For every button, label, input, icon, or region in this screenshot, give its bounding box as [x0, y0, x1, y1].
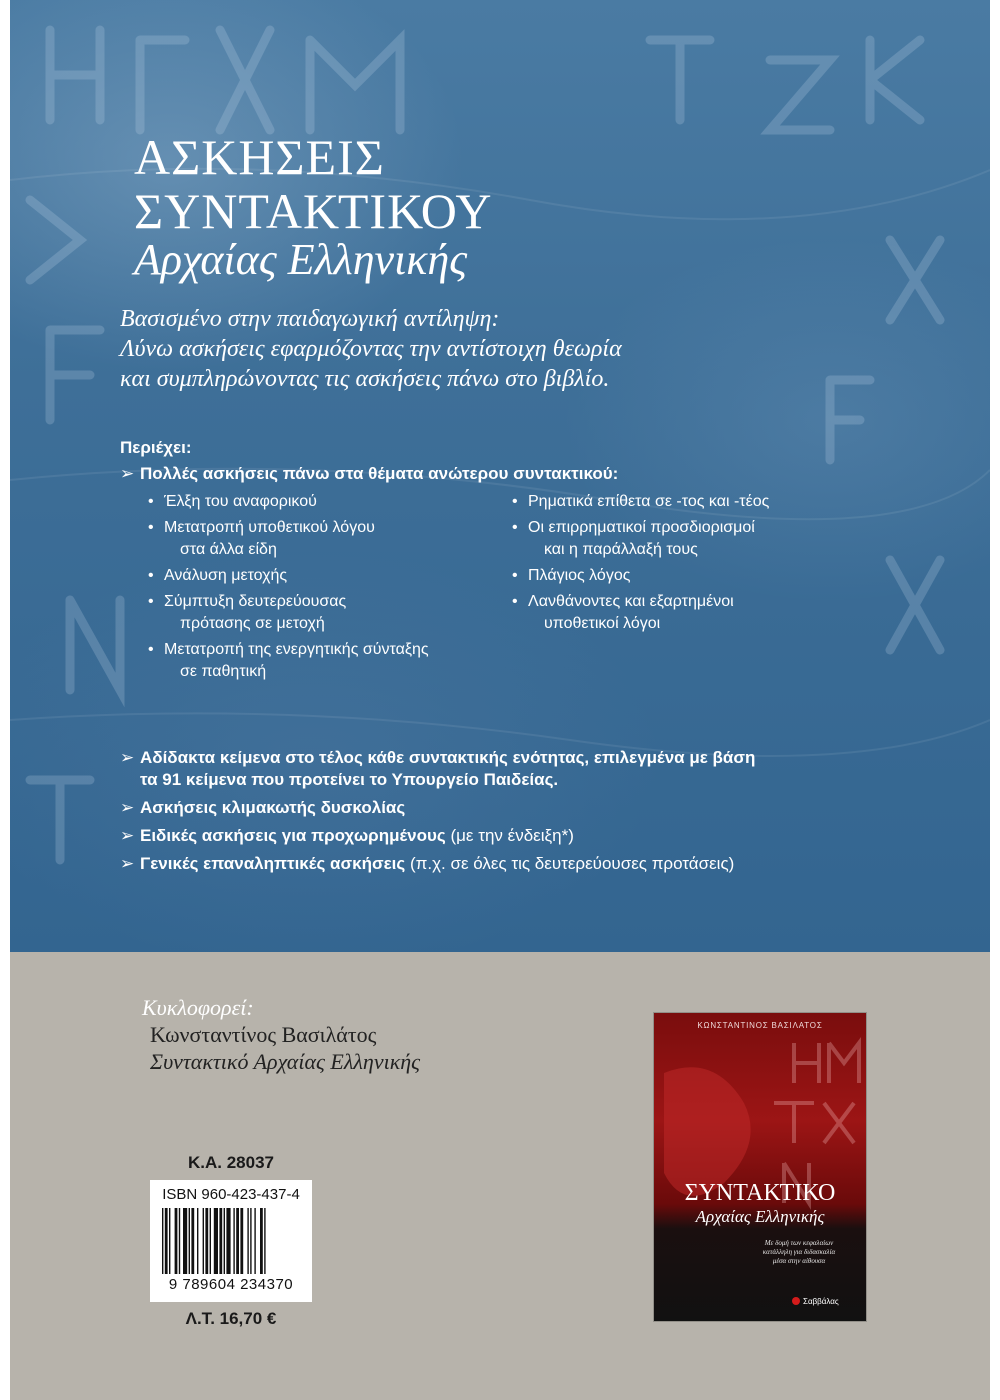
also-available [142, 994, 420, 1075]
list-item: • Μετατροπή της ενεργητικής σύνταξης σε παθητική [148, 641, 429, 680]
thumbnail-author: ΚΩΝΣΤΑΝΤΙΝΟΣ ΒΑΣΙΛΑΤΟΣ [697, 1021, 823, 1030]
list-item: • Ανάλυση μετοχής [148, 565, 518, 587]
barcode-icon [160, 1208, 302, 1274]
feature-note: (π.χ. σε όλες τις δευτερεύουσες προτάσεις) [409, 854, 735, 873]
intro-text [120, 304, 880, 394]
bullet-dot-icon: • [512, 593, 518, 610]
bullet-dot-icon: • [512, 567, 518, 584]
thumbnail-title: ΣΥΝΤΑΚΤΙΚΟ [684, 1180, 836, 1206]
title-line-1: ΑΣΚΗΣΕΙΣ [134, 129, 385, 185]
list-item: • Ρηματικά επίθετα σε -τος και -τέος [512, 491, 862, 513]
list-item: • Μετατροπή υποθετικού λόγου στα άλλα είδη [148, 519, 375, 558]
thumbnail-publisher: Σαββάλας [792, 1297, 839, 1306]
thumbnail-inscription [654, 1013, 866, 1321]
bullet-dot-icon: • [148, 493, 154, 510]
bullet-dot-icon: • [148, 593, 154, 610]
arrow-bullet-icon: ➢ [120, 854, 135, 873]
list-item: • Λανθάνοντες και εξαρτημένοι υποθετικοί λόγοι [512, 593, 734, 632]
title-line-2: ΣΥΝΤΑΚΤΙΚΟΥ [134, 183, 493, 239]
arrow-bullet-icon: ➢ [120, 748, 135, 767]
intro-line: και συμπληρώνοντας τις ασκήσεις πάνω στο βιβλίο. [120, 366, 610, 392]
topics-column-right [512, 491, 862, 639]
title-line-3: Αρχαίας Ελληνικής [134, 235, 468, 284]
arrow-bullet-icon: ➢ [120, 798, 135, 817]
bullet-dot-icon: • [148, 641, 154, 658]
feature-item: ➢ Αδίδακτα κείμενα στο τέλος κάθε συντακτικής ενότητας, επιλεγμένα με βάση τα 91 κείμενα που προτείνει το Υπουργείο Παιδείας. [120, 748, 756, 789]
bullet-dot-icon: • [512, 493, 518, 510]
also-available-author: Κωνσταντίνος Βασιλάτος [150, 1022, 377, 1047]
book-title [134, 129, 493, 284]
related-book-thumbnail [654, 1013, 866, 1321]
list-item: • Σύμπτυξη δευτερεύουσας πρότασης σε μετοχή [148, 593, 347, 632]
price: Λ.Τ. 16,70 € [185, 1309, 277, 1328]
barcode-box [150, 1180, 312, 1302]
publisher-logo-icon [792, 1297, 800, 1305]
bullet-dot-icon: • [512, 519, 518, 536]
back-cover [10, 0, 990, 1400]
contents-section [120, 437, 880, 881]
feature-item: ➢ Ειδικές ασκήσεις για προχωρημένους (με την ένδειξη*) [120, 826, 574, 845]
intro-line: Βασισμένο στην παιδαγωγική αντίληψη: [120, 306, 500, 332]
thumbnail-subtitle: Αρχαίας Ελληνικής [695, 1207, 825, 1226]
feature-note: (με την ένδειξη*) [450, 826, 574, 845]
topics-list [120, 491, 880, 739]
catalog-code: Κ.Α. 28037 [188, 1153, 274, 1172]
feature-item: ➢ Ασκήσεις κλιμακωτής δυσκολίας [120, 798, 406, 817]
feature-item: ➢ Γενικές επαναληπτικές ασκήσεις (π.χ. σε όλες τις δευτερεύουσες προτάσεις) [120, 854, 735, 873]
also-available-book: Συντακτικό Αρχαίας Ελληνικής [150, 1049, 421, 1074]
thumbnail-description: Με δομή των κεφαλαίων κατάλληλη για διδασκαλία μέσα στην αίθουσα [762, 1239, 836, 1265]
feature-list [120, 747, 880, 875]
main-feature-text: Πολλές ασκήσεις πάνω στα θέματα ανώτερου συντακτικού: [140, 464, 619, 483]
also-available-label: Κυκλοφορεί: [142, 995, 254, 1020]
arrow-bullet-icon: ➢ [120, 826, 135, 845]
topics-column-left [148, 491, 518, 687]
main-feature [120, 463, 880, 485]
barcode-number: 9 789604 234370 [168, 1276, 294, 1293]
bullet-dot-icon: • [148, 519, 154, 536]
contents-label: Περιέχει: [120, 438, 192, 457]
bullet-dot-icon: • [148, 567, 154, 584]
list-item: • Πλάγιος λόγος [512, 565, 862, 587]
list-item: • Οι επιρρηματικοί προσδιορισμοί και η παράλλαξή τους [512, 519, 755, 558]
intro-line: Λύνω ασκήσεις εφαρμόζοντας την αντίστοιχη θεωρία [120, 336, 622, 362]
isbn: ISBN 960-423-437-4 [162, 1186, 300, 1203]
blue-panel [10, 0, 990, 952]
arrow-bullet-icon: ➢ [120, 464, 135, 483]
list-item: • Έλξη του αναφορικού [148, 491, 518, 513]
